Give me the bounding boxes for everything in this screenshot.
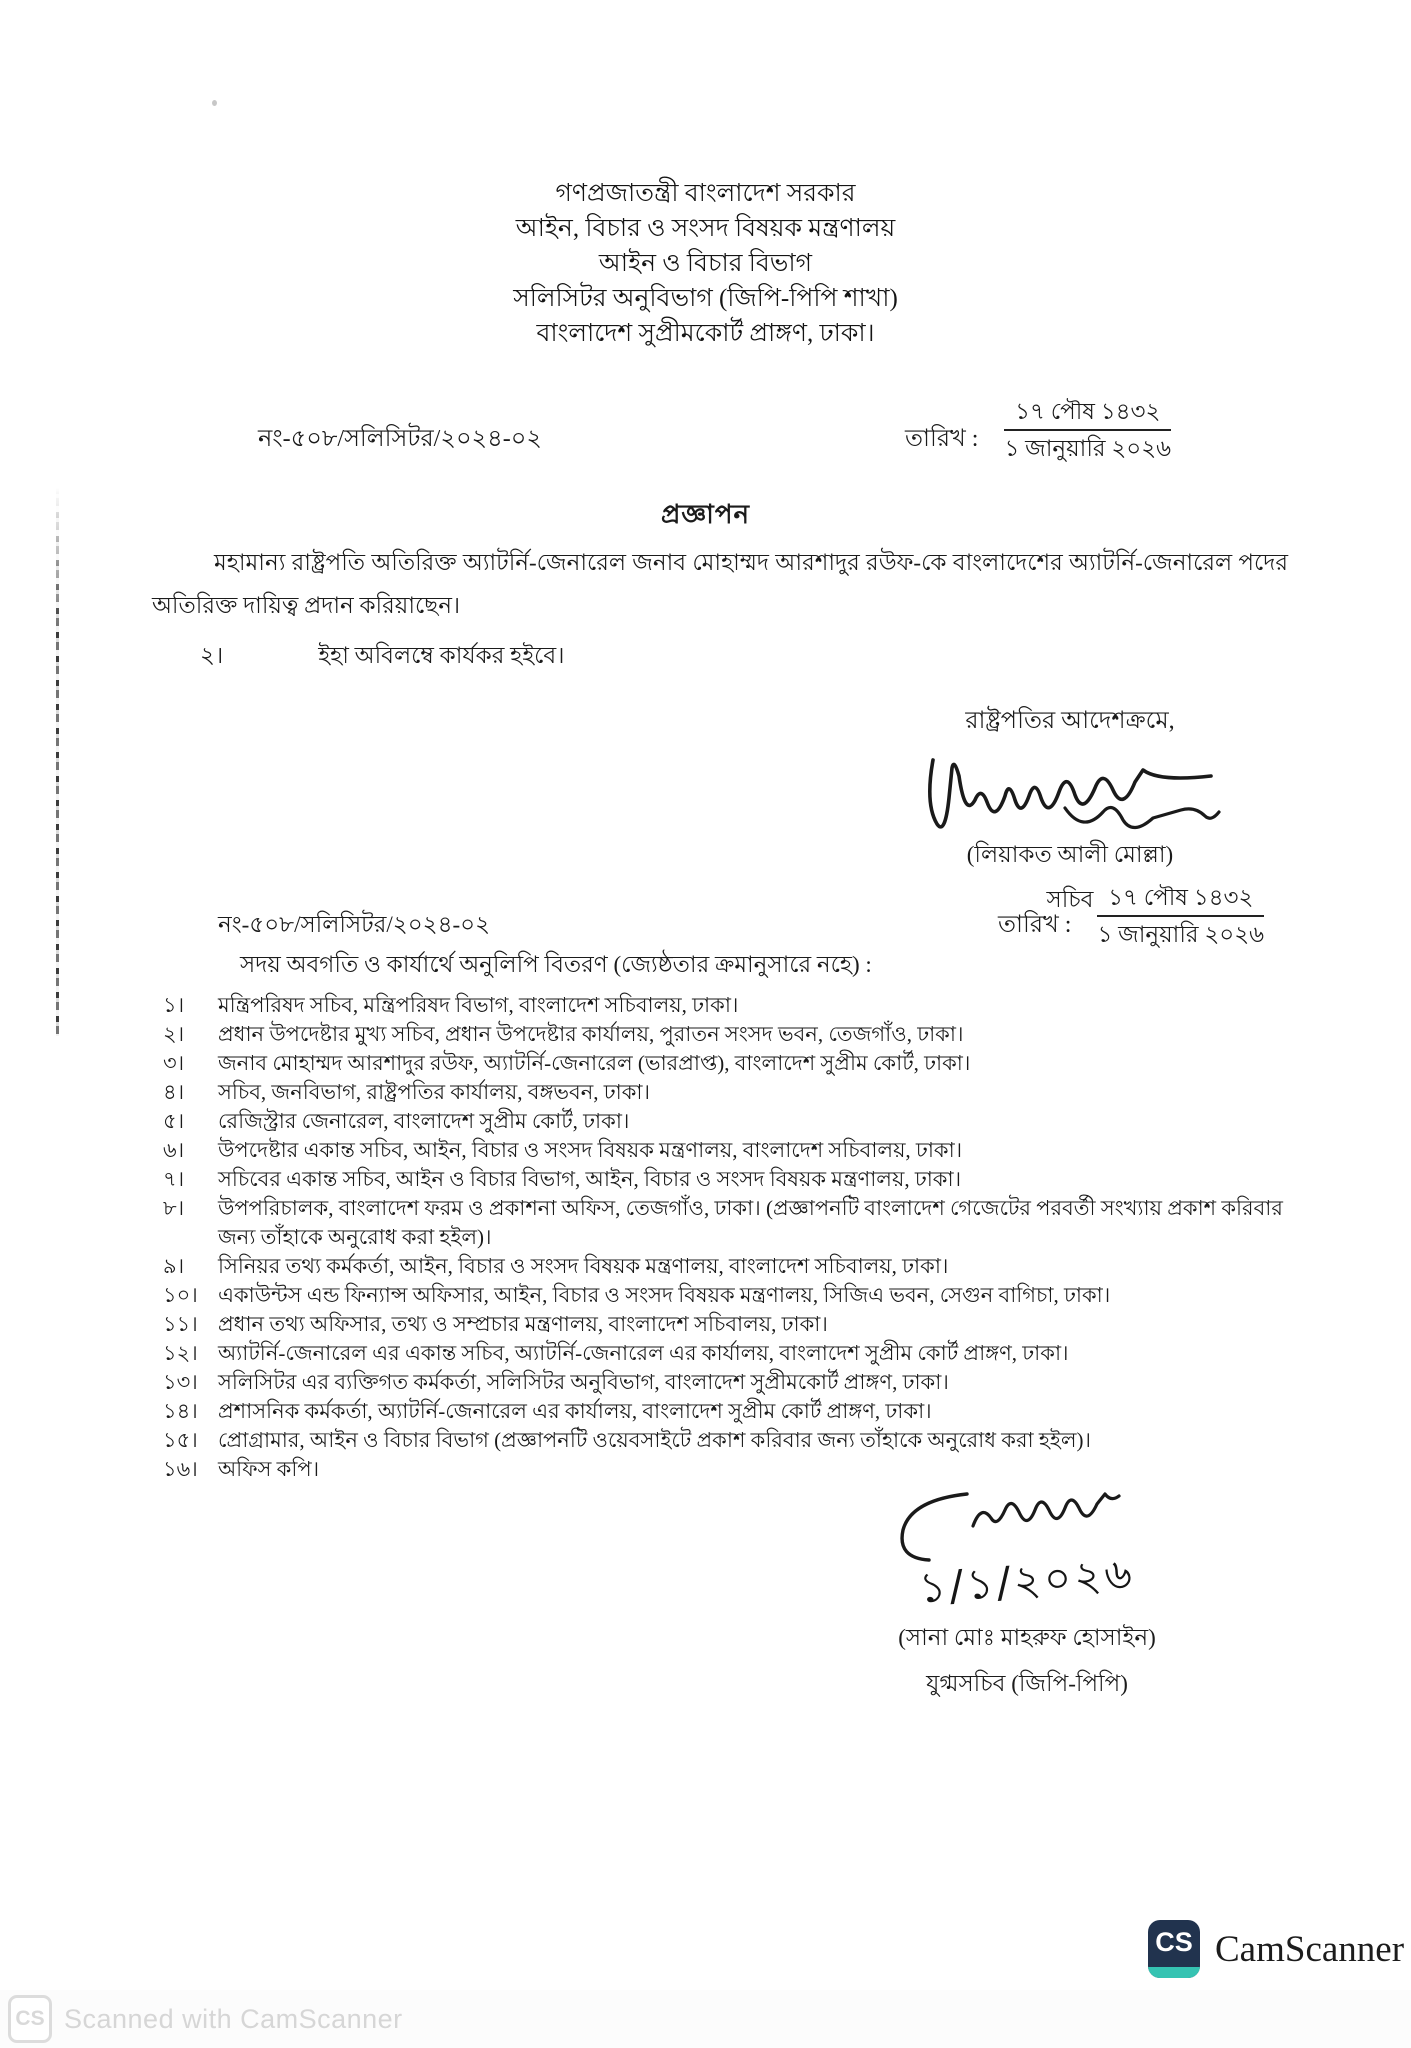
- distribution-item-number: ১৬।: [163, 1457, 198, 1481]
- scan-speck-artifact: [212, 100, 217, 106]
- distribution-item: [163, 1368, 1303, 1397]
- distribution-item: [163, 1020, 1303, 1049]
- distribution-item-number: ১২।: [163, 1341, 198, 1365]
- memo-number: নং-৫০৮/সলিসিটর/২০২৪-০২: [258, 426, 542, 452]
- distribution-item: [163, 1107, 1303, 1136]
- distribution-item: [163, 1455, 1303, 1484]
- clause-2-number: ২।: [200, 643, 224, 668]
- distribution-item-text: সচিবের একান্ত সচিব, আইন ও বিচার বিভাগ, আইন, বিচার ও সংসদ বিষয়ক মন্ত্রণালয়, ঢাকা।: [218, 1167, 962, 1191]
- distribution-item: [163, 1397, 1303, 1426]
- distribution-item: [163, 1078, 1303, 1107]
- distribution-item-text: প্রধান উপদেষ্টার মুখ্য সচিব, প্রধান উপদেষ্টার কার্যালয়, পুরাতন সংসদ ভবন, তেজগাঁও, ঢাকা।: [218, 1022, 964, 1046]
- by-order-text: রাষ্ট্রপতির আদেশক্রমে,: [965, 708, 1175, 734]
- distribution-item: [163, 1426, 1303, 1455]
- distribution-item: [163, 1049, 1303, 1078]
- distribution-item-number: ১১।: [163, 1312, 198, 1336]
- date-block-repeat: [998, 884, 1264, 949]
- camscanner-icon-initials: CS: [1155, 1927, 1193, 1957]
- distribution-item: [163, 1339, 1303, 1368]
- date-fraction: [1097, 884, 1264, 949]
- distribution-item-text: উপপরিচালক, বাংলাদেশ ফরম ও প্রকাশনা অফিস, তেজগাঁও, ঢাকা। (প্রজ্ঞাপনটি বাংলাদেশ গেজেটের পরবর্তী সংখ্যায় প্রকাশ করিবার জন্য তাঁহাকে অনুরোধ করা হইল)।: [218, 1196, 1283, 1249]
- joint-secretary-title: যুগ্মসচিব (জিপি-পিপি): [926, 1671, 1128, 1696]
- distribution-item: [163, 1281, 1303, 1310]
- distribution-item-number: ৯।: [163, 1254, 185, 1278]
- letterhead-line: আইন ও বিচার বিভাগ: [598, 250, 813, 277]
- distribution-item: [163, 1310, 1303, 1339]
- clause-2-text: ইহা অবিলম্বে কার্যকর হইবে।: [318, 643, 565, 668]
- distribution-item-text: প্রোগ্রামার, আইন ও বিচার বিভাগ (প্রজ্ঞাপনটি ওয়েবসাইটে প্রকাশ করিবার জন্য তাঁহাকে অনুরোধ করা হইল)।: [218, 1428, 1091, 1452]
- distribution-item-number: ৩।: [163, 1051, 185, 1075]
- distribution-item-text: সিনিয়র তথ্য কর্মকর্তা, আইন, বিচার ও সংসদ বিষয়ক মন্ত্রণালয়, বাংলাদেশ সচিবালয়, ঢাকা।: [218, 1254, 949, 1278]
- date-block: [905, 398, 1171, 463]
- memo-number-repeat: নং-৫০৮/সলিসিটর/২০২৪-০২: [218, 912, 491, 937]
- clause-2: [200, 637, 564, 676]
- letterhead-line: সলিসিটর অনুবিভাগ (জিপি-পিপি শাখা): [513, 285, 898, 312]
- distribution-item-text: একাউন্টস এন্ড ফিন্যান্স অফিসার, আইন, বিচার ও সংসদ বিষয়ক মন্ত্রণালয়, সিজিএ ভবন, সেগুন বাগিচা, ঢাকা।: [218, 1283, 1111, 1307]
- distribution-item-text: সচিব, জনবিভাগ, রাষ্ট্রপতির কার্যালয়, বঙ্গভবন, ঢাকা।: [218, 1080, 650, 1104]
- distribution-item: [163, 1252, 1303, 1281]
- notification-body: মহামান্য রাষ্ট্রপতি অতিরিক্ত অ্যাটর্নি-জেনারেল জনাব মোহাম্মদ আরশাদুর রউফ-কে বাংলাদেশের অ্যাটর্নি-জেনারেল পদের অতিরিক্ত দায়িত্ব প্রদান করিয়াছেন।: [152, 550, 1288, 618]
- distribution-item-number: ২।: [163, 1022, 185, 1046]
- date-gregorian: ১ জানুয়ারি ২০২৬: [1097, 922, 1265, 947]
- distribution-item-text: জনাব মোহাম্মদ আরশাদুর রউফ, অ্যাটর্নি-জেনারেল (ভারপ্রাপ্ত), বাংলাদেশ সুপ্রীম কোর্ট, ঢাকা।: [218, 1051, 971, 1075]
- date-fraction: [1004, 398, 1171, 463]
- distribution-item-text: উপদেষ্টার একান্ত সচিব, আইন, বিচার ও সংসদ বিষয়ক মন্ত্রণালয়, বাংলাদেশ সচিবালয়, ঢাকা।: [218, 1138, 963, 1162]
- distribution-item-text: অফিস কপি।: [218, 1457, 320, 1481]
- signature-block-joint-secretary: [862, 1486, 1192, 1704]
- letterhead-line: গণপ্রজাতন্ত্রী বাংলাদেশ সরকার: [555, 180, 856, 207]
- distribution-item-text: প্রধান তথ্য অফিসার, তথ্য ও সম্প্রচার মন্ত্রণালয়, বাংলাদেশ সচিবালয়, ঢাকা।: [218, 1312, 828, 1336]
- distribution-item-number: ৭।: [163, 1167, 185, 1191]
- distribution-item-number: ১৫।: [163, 1428, 198, 1452]
- date-label: তারিখ :: [905, 426, 979, 452]
- distribution-item: [163, 1136, 1303, 1165]
- distribution-item-text: মন্ত্রিপরিষদ সচিব, মন্ত্রিপরিষদ বিভাগ, বাংলাদেশ সচিবালয়, ঢাকা।: [218, 993, 739, 1017]
- distribution-item-number: ১৩।: [163, 1370, 198, 1394]
- camscanner-brand-text: CamScanner: [1215, 1928, 1405, 1970]
- camscanner-watermark: [1148, 1920, 1404, 1978]
- handwritten-date: ১/১/২০২৬: [917, 1548, 1137, 1613]
- distribution-item-number: ৬।: [163, 1138, 185, 1162]
- notification-title: প্রজ্ঞাপন: [661, 500, 750, 529]
- signature-scribble-secretary: [915, 742, 1225, 838]
- distribution-item-number: ১।: [163, 993, 185, 1017]
- scanned-with-text: Scanned with CamScanner: [64, 2003, 403, 2034]
- distribution-item-text: প্রশাসনিক কর্মকর্তা, অ্যাটর্নি-জেনারেল এর কার্যালয়, বাংলাদেশ সুপ্রীম কোর্ট প্রাঙ্গণ, ঢাকা।: [218, 1399, 932, 1423]
- distribution-item-number: ৪।: [163, 1080, 185, 1104]
- distribution-list: [163, 991, 1303, 1484]
- distribution-item-text: রেজিস্ট্রার জেনারেল, বাংলাদেশ সুপ্রীম কোর্ট, ঢাকা।: [218, 1109, 630, 1133]
- distribution-item: [163, 1194, 1303, 1252]
- date-gregorian: ১ জানুয়ারি ২০২৬: [1004, 436, 1172, 461]
- camscanner-outline-icon: CS: [8, 1995, 52, 2043]
- distribution-heading: সদয় অবগতি ও কার্যার্থে অনুলিপি বিতরণ (জ্যেষ্ঠতার ক্রমানুসারে নহে) :: [240, 952, 872, 977]
- distribution-item: [163, 991, 1303, 1020]
- distribution-item-number: ৮।: [163, 1196, 185, 1220]
- date-bangla: ১৭ পৌষ ১৪৩২: [1097, 884, 1264, 917]
- camscanner-icon-teal-strip: [1148, 1967, 1200, 1978]
- distribution-item: [163, 1165, 1303, 1194]
- distribution-item-text: অ্যাটর্নি-জেনারেল এর একান্ত সচিব, অ্যাটর্নি-জেনারেল এর কার্যালয়, বাংলাদেশ সুপ্রীম কোর্ট প্রাঙ্গণ, ঢাকা।: [218, 1341, 1069, 1365]
- secretary-title: সচিব: [1046, 887, 1094, 912]
- date-label: তারিখ :: [998, 912, 1072, 938]
- secretary-name: (লিয়াকত আলী মোল্লা): [966, 842, 1174, 867]
- date-bangla: ১৭ পৌষ ১৪৩২: [1004, 398, 1171, 431]
- distribution-item-number: ৫।: [163, 1109, 185, 1133]
- joint-secretary-name: (সানা মোঃ মাহরুফ হোসাইন): [898, 1625, 1156, 1650]
- scan-fold-line-artifact: [56, 488, 59, 1036]
- distribution-item-number: ১৪।: [163, 1399, 198, 1423]
- letterhead-line: আইন, বিচার ও সংসদ বিষয়ক মন্ত্রণালয়: [515, 215, 896, 242]
- scanned-with-footer: [0, 1990, 1411, 2048]
- distribution-item-number: ১০।: [163, 1283, 198, 1307]
- camscanner-icon: [1148, 1920, 1200, 1978]
- letterhead: [0, 176, 1411, 351]
- letterhead-line: বাংলাদেশ সুপ্রীমকোর্ট প্রাঙ্গণ, ঢাকা।: [536, 320, 875, 347]
- distribution-item-text: সলিসিটর এর ব্যক্তিগত কর্মকর্তা, সলিসিটর অনুবিভাগ, বাংলাদেশ সুপ্রীমকোর্ট প্রাঙ্গণ, ঢাকা।: [218, 1370, 949, 1394]
